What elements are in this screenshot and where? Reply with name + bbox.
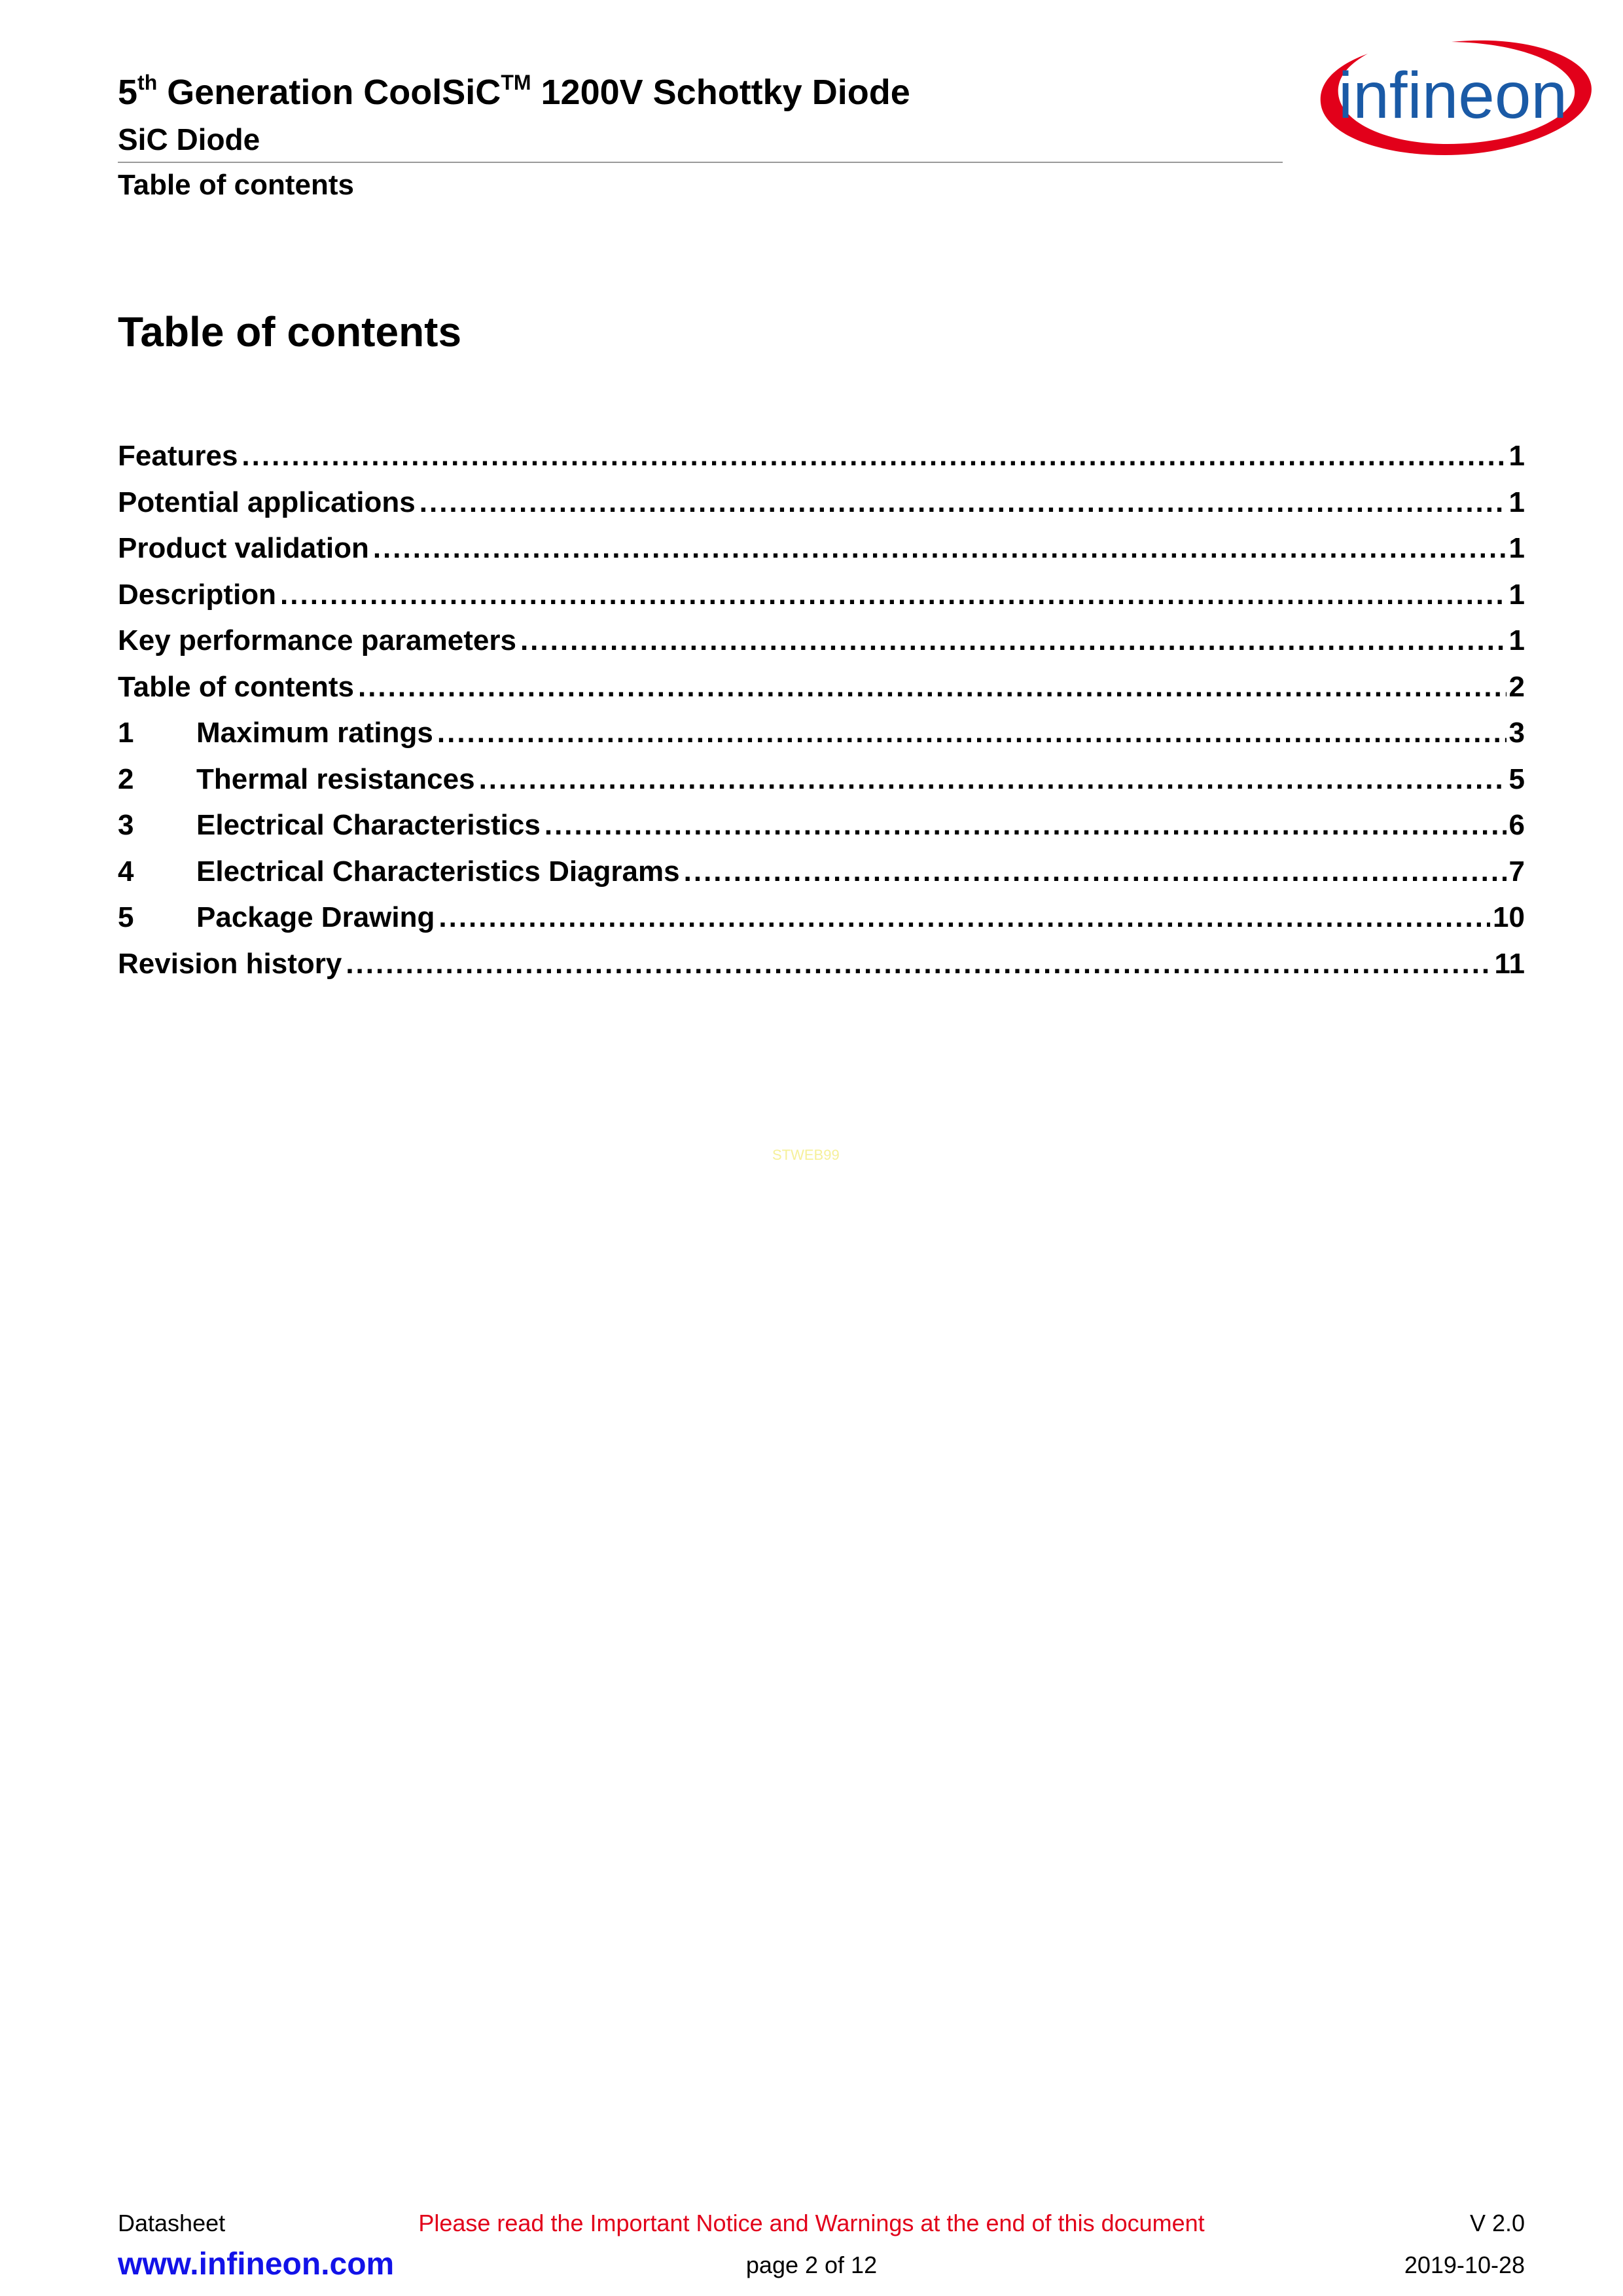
toc-entry-table-of-contents[interactable]	[118, 671, 1525, 717]
toc-entry-number: 3	[118, 809, 134, 841]
toc-dot-leader	[373, 532, 1507, 565]
toc-entry-title: Key performance parameters	[118, 624, 516, 656]
toc-entry-title: Features	[118, 440, 238, 472]
faint-watermark: STWEB99	[772, 1147, 840, 1163]
toc-entry-page: 1	[1508, 578, 1525, 611]
document-version: V 2.0	[1469, 2210, 1525, 2236]
toc-entry-package-drawing[interactable]	[118, 901, 1525, 948]
important-notice: Please read the Important Notice and Warnings at the end of this document	[418, 2210, 1205, 2236]
title-trademark: TM	[501, 71, 531, 94]
toc-entry-page: 11	[1494, 947, 1525, 980]
toc-dot-leader	[438, 901, 1490, 934]
toc-entry-page: 5	[1508, 762, 1525, 795]
toc-dot-leader	[358, 671, 1507, 704]
page-number: page 2 of 12	[745, 2251, 878, 2278]
toc-entry-title: Thermal resistances	[196, 762, 475, 795]
toc-entry-title: Revision history	[118, 947, 342, 980]
page-heading: Table of contents	[118, 308, 462, 355]
logo-wordmark: infineon	[1338, 59, 1567, 132]
toc-entry-electrical-characteristics-diagrams[interactable]	[118, 855, 1525, 902]
toc-entry-potential-applications[interactable]	[118, 486, 1525, 533]
toc-entry-title: Package Drawing	[196, 901, 435, 933]
toc-dot-leader	[346, 948, 1491, 980]
toc-entry-title: Potential applications	[118, 486, 416, 518]
toc-entry-title: Product validation	[118, 532, 369, 564]
toc-entry-number: 2	[118, 762, 134, 795]
header-section-name: Table of contents	[118, 169, 354, 201]
toc-entry-page: 6	[1508, 809, 1525, 841]
toc-entry-features[interactable]	[118, 440, 1525, 486]
toc-entry-title: Electrical Characteristics	[196, 809, 541, 841]
toc-entry-page: 1	[1508, 624, 1525, 656]
toc-entry-title: Electrical Characteristics Diagrams	[196, 855, 680, 888]
toc-entry-revision-history[interactable]	[118, 948, 1525, 994]
title-generation-number: 5	[118, 73, 138, 112]
toc-entry-page: 1	[1508, 486, 1525, 518]
toc-entry-title: Table of contents	[118, 670, 354, 703]
toc-entry-description[interactable]	[118, 579, 1525, 625]
toc-entry-page: 2	[1508, 670, 1525, 703]
toc-dot-leader	[520, 624, 1507, 657]
toc-entry-thermal-resistances[interactable]	[118, 763, 1525, 810]
toc-entry-page: 3	[1508, 717, 1525, 749]
document-subtitle: SiC Diode	[118, 122, 260, 156]
header-divider	[118, 162, 1283, 163]
title-ordinal-suffix: th	[137, 71, 158, 94]
document-title	[118, 72, 910, 113]
toc-dot-leader	[437, 717, 1507, 749]
toc-entry-number: 1	[118, 717, 134, 749]
toc-entry-page: 10	[1493, 901, 1525, 933]
document-type: Datasheet	[118, 2210, 226, 2236]
toc-entry-page: 1	[1508, 532, 1525, 564]
toc-dot-leader	[684, 855, 1507, 888]
toc-dot-leader	[479, 763, 1507, 796]
toc-entry-number: 5	[118, 901, 134, 933]
toc-entry-product-validation[interactable]	[118, 532, 1525, 579]
toc-dot-leader	[280, 579, 1506, 611]
title-product-family: Generation CoolSiC	[157, 73, 501, 112]
toc-entry-title: Description	[118, 578, 277, 611]
toc-entry-page: 1	[1508, 440, 1525, 472]
table-of-contents	[118, 440, 1525, 994]
toc-entry-number: 4	[118, 855, 134, 888]
infineon-logo	[1309, 34, 1597, 165]
toc-entry-electrical-characteristics[interactable]	[118, 809, 1525, 855]
title-product-type: 1200V Schottky Diode	[531, 73, 910, 112]
document-date: 2019-10-28	[1404, 2251, 1525, 2278]
toc-entry-title: Maximum ratings	[196, 717, 433, 749]
toc-dot-leader	[544, 809, 1507, 842]
toc-entry-page: 7	[1508, 855, 1525, 888]
website-link[interactable]: www.infineon.com	[118, 2247, 395, 2282]
toc-dot-leader	[419, 486, 1507, 519]
toc-entry-maximum-ratings[interactable]	[118, 717, 1525, 763]
toc-entry-key-performance-parameters[interactable]	[118, 624, 1525, 671]
toc-dot-leader	[241, 440, 1506, 473]
